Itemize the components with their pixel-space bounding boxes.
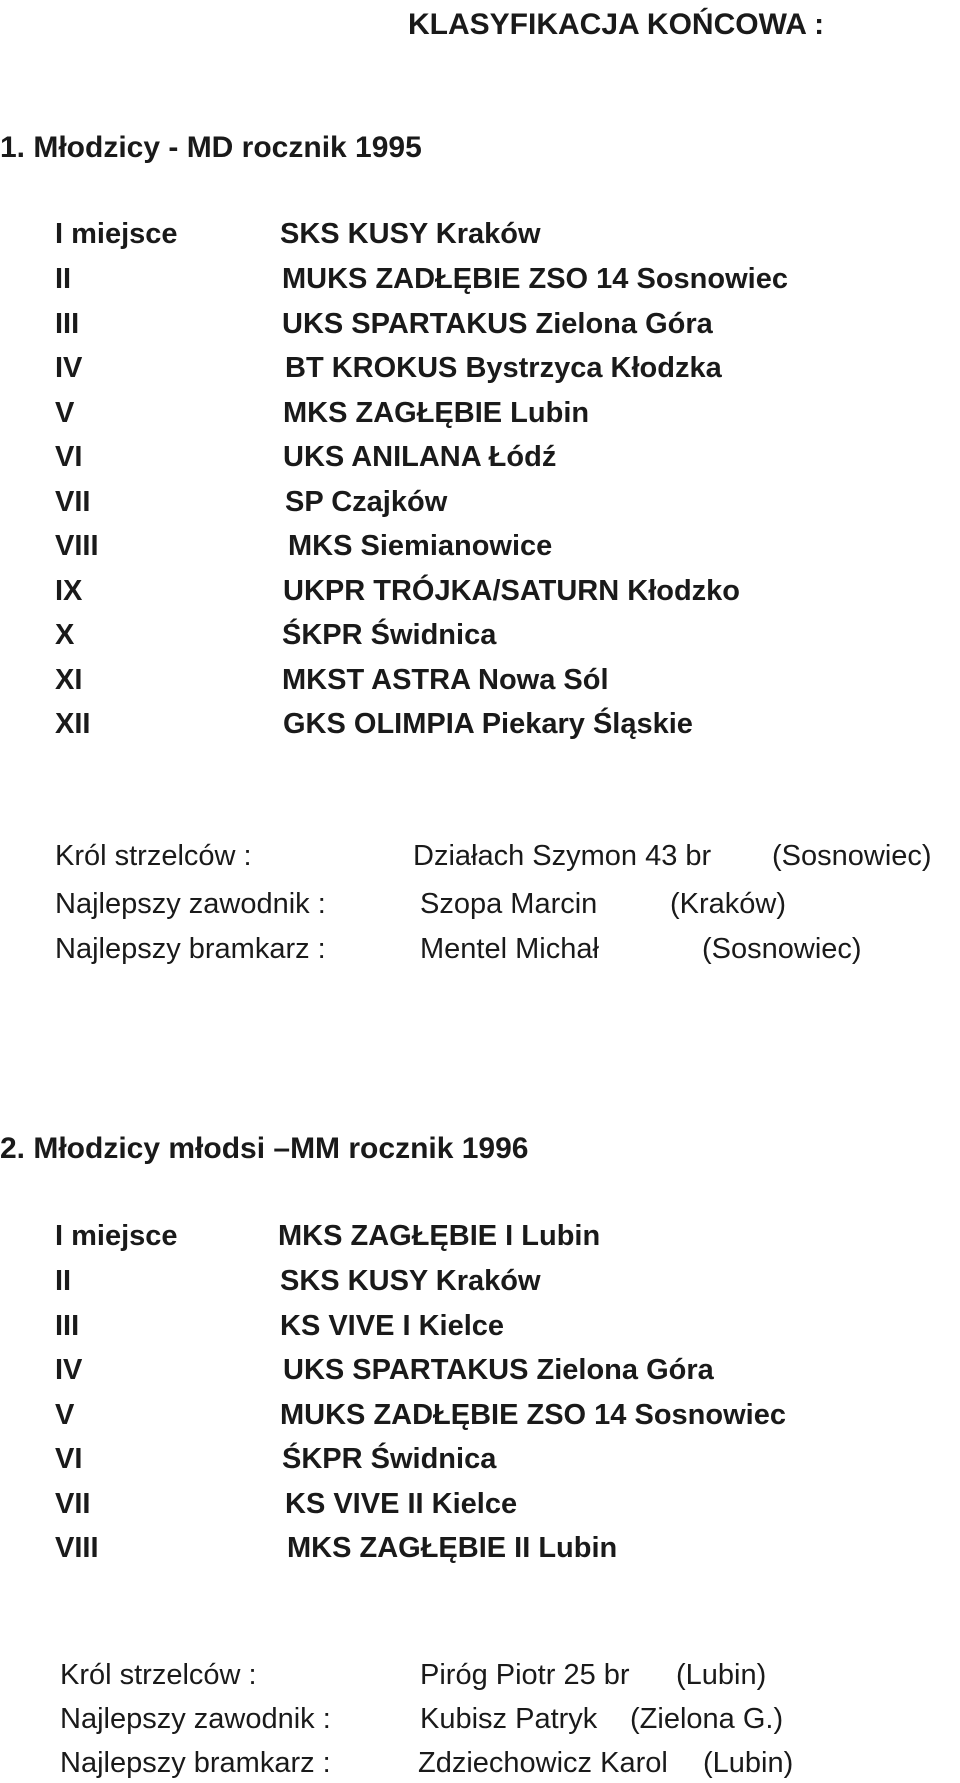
award-club: (Sosnowiec) xyxy=(772,840,932,872)
place-label: I miejsce xyxy=(55,1220,178,1252)
award-label: Król strzelców : xyxy=(55,840,252,872)
page-title: KLASYFIKACJA KOŃCOWA : xyxy=(408,8,825,41)
place-label: VIII xyxy=(55,530,99,562)
team-name: MKST ASTRA Nowa Sól xyxy=(282,664,609,696)
team-name: SP Czajków xyxy=(285,486,448,518)
award-person: Mentel Michał xyxy=(420,933,599,965)
award-label: Najlepszy bramkarz : xyxy=(55,933,326,965)
team-name: KS VIVE II Kielce xyxy=(285,1488,518,1520)
team-name: UKS ANILANA Łódź xyxy=(283,441,557,473)
award-label: Najlepszy bramkarz : xyxy=(60,1747,331,1779)
place-label: XI xyxy=(55,664,83,696)
team-name: ŚKPR Świdnica xyxy=(282,1443,497,1475)
section-2-heading: 2. Młodzicy młodsi –MM rocznik 1996 xyxy=(0,1132,529,1165)
team-name: MKS ZAGŁĘBIE II Lubin xyxy=(287,1532,618,1564)
section-1-heading: 1. Młodzicy - MD rocznik 1995 xyxy=(0,131,422,164)
award-label: Król strzelców : xyxy=(60,1659,257,1691)
place-label: I miejsce xyxy=(55,218,178,250)
place-label: VII xyxy=(55,1488,91,1520)
place-label: XII xyxy=(55,708,91,740)
team-name: MKS ZAGŁĘBIE I Lubin xyxy=(278,1220,601,1252)
team-name: UKS SPARTAKUS Zielona Góra xyxy=(283,1354,714,1386)
place-label: II xyxy=(55,263,72,295)
award-person: Działach Szymon 43 br xyxy=(413,840,712,872)
team-name: ŚKPR Świdnica xyxy=(282,619,497,651)
place-label: III xyxy=(55,1310,80,1342)
place-label: V xyxy=(55,1399,75,1431)
award-club: (Kraków) xyxy=(670,888,787,920)
team-name: MUKS ZADŁĘBIE ZSO 14 Sosnowiec xyxy=(280,1399,786,1431)
team-name: SKS KUSY Kraków xyxy=(280,1265,541,1297)
award-club: (Lubin) xyxy=(703,1747,794,1779)
award-label: Najlepszy zawodnik : xyxy=(60,1703,331,1735)
place-label: VI xyxy=(55,441,83,473)
place-label: IV xyxy=(55,352,83,384)
award-club: (Lubin) xyxy=(676,1659,767,1691)
award-label: Najlepszy zawodnik : xyxy=(55,888,326,920)
place-label: X xyxy=(55,619,75,651)
team-name: MKS Siemianowice xyxy=(288,530,553,562)
team-name: SKS KUSY Kraków xyxy=(280,218,541,250)
team-name: BT KROKUS Bystrzyca Kłodzka xyxy=(285,352,722,384)
award-club: (Zielona G.) xyxy=(630,1703,784,1735)
team-name: KS VIVE I Kielce xyxy=(280,1310,505,1342)
award-person: Kubisz Patryk xyxy=(420,1703,598,1735)
team-name: UKS SPARTAKUS Zielona Góra xyxy=(282,308,713,340)
place-label: II xyxy=(55,1265,72,1297)
place-label: VII xyxy=(55,486,91,518)
team-name: UKPR TRÓJKA/SATURN Kłodzko xyxy=(283,575,741,607)
award-person: Piróg Piotr 25 br xyxy=(420,1659,630,1691)
place-label: III xyxy=(55,308,80,340)
award-club: (Sosnowiec) xyxy=(702,933,862,965)
team-name: MUKS ZADŁĘBIE ZSO 14 Sosnowiec xyxy=(282,263,788,295)
place-label: IV xyxy=(55,1354,83,1386)
team-name: GKS OLIMPIA Piekary Śląskie xyxy=(283,708,693,740)
team-name: MKS ZAGŁĘBIE Lubin xyxy=(283,397,590,429)
award-person: Zdziechowicz Karol xyxy=(418,1747,668,1779)
place-label: VIII xyxy=(55,1532,99,1564)
place-label: IX xyxy=(55,575,83,607)
place-label: V xyxy=(55,397,75,429)
award-person: Szopa Marcin xyxy=(420,888,598,920)
place-label: VI xyxy=(55,1443,83,1475)
